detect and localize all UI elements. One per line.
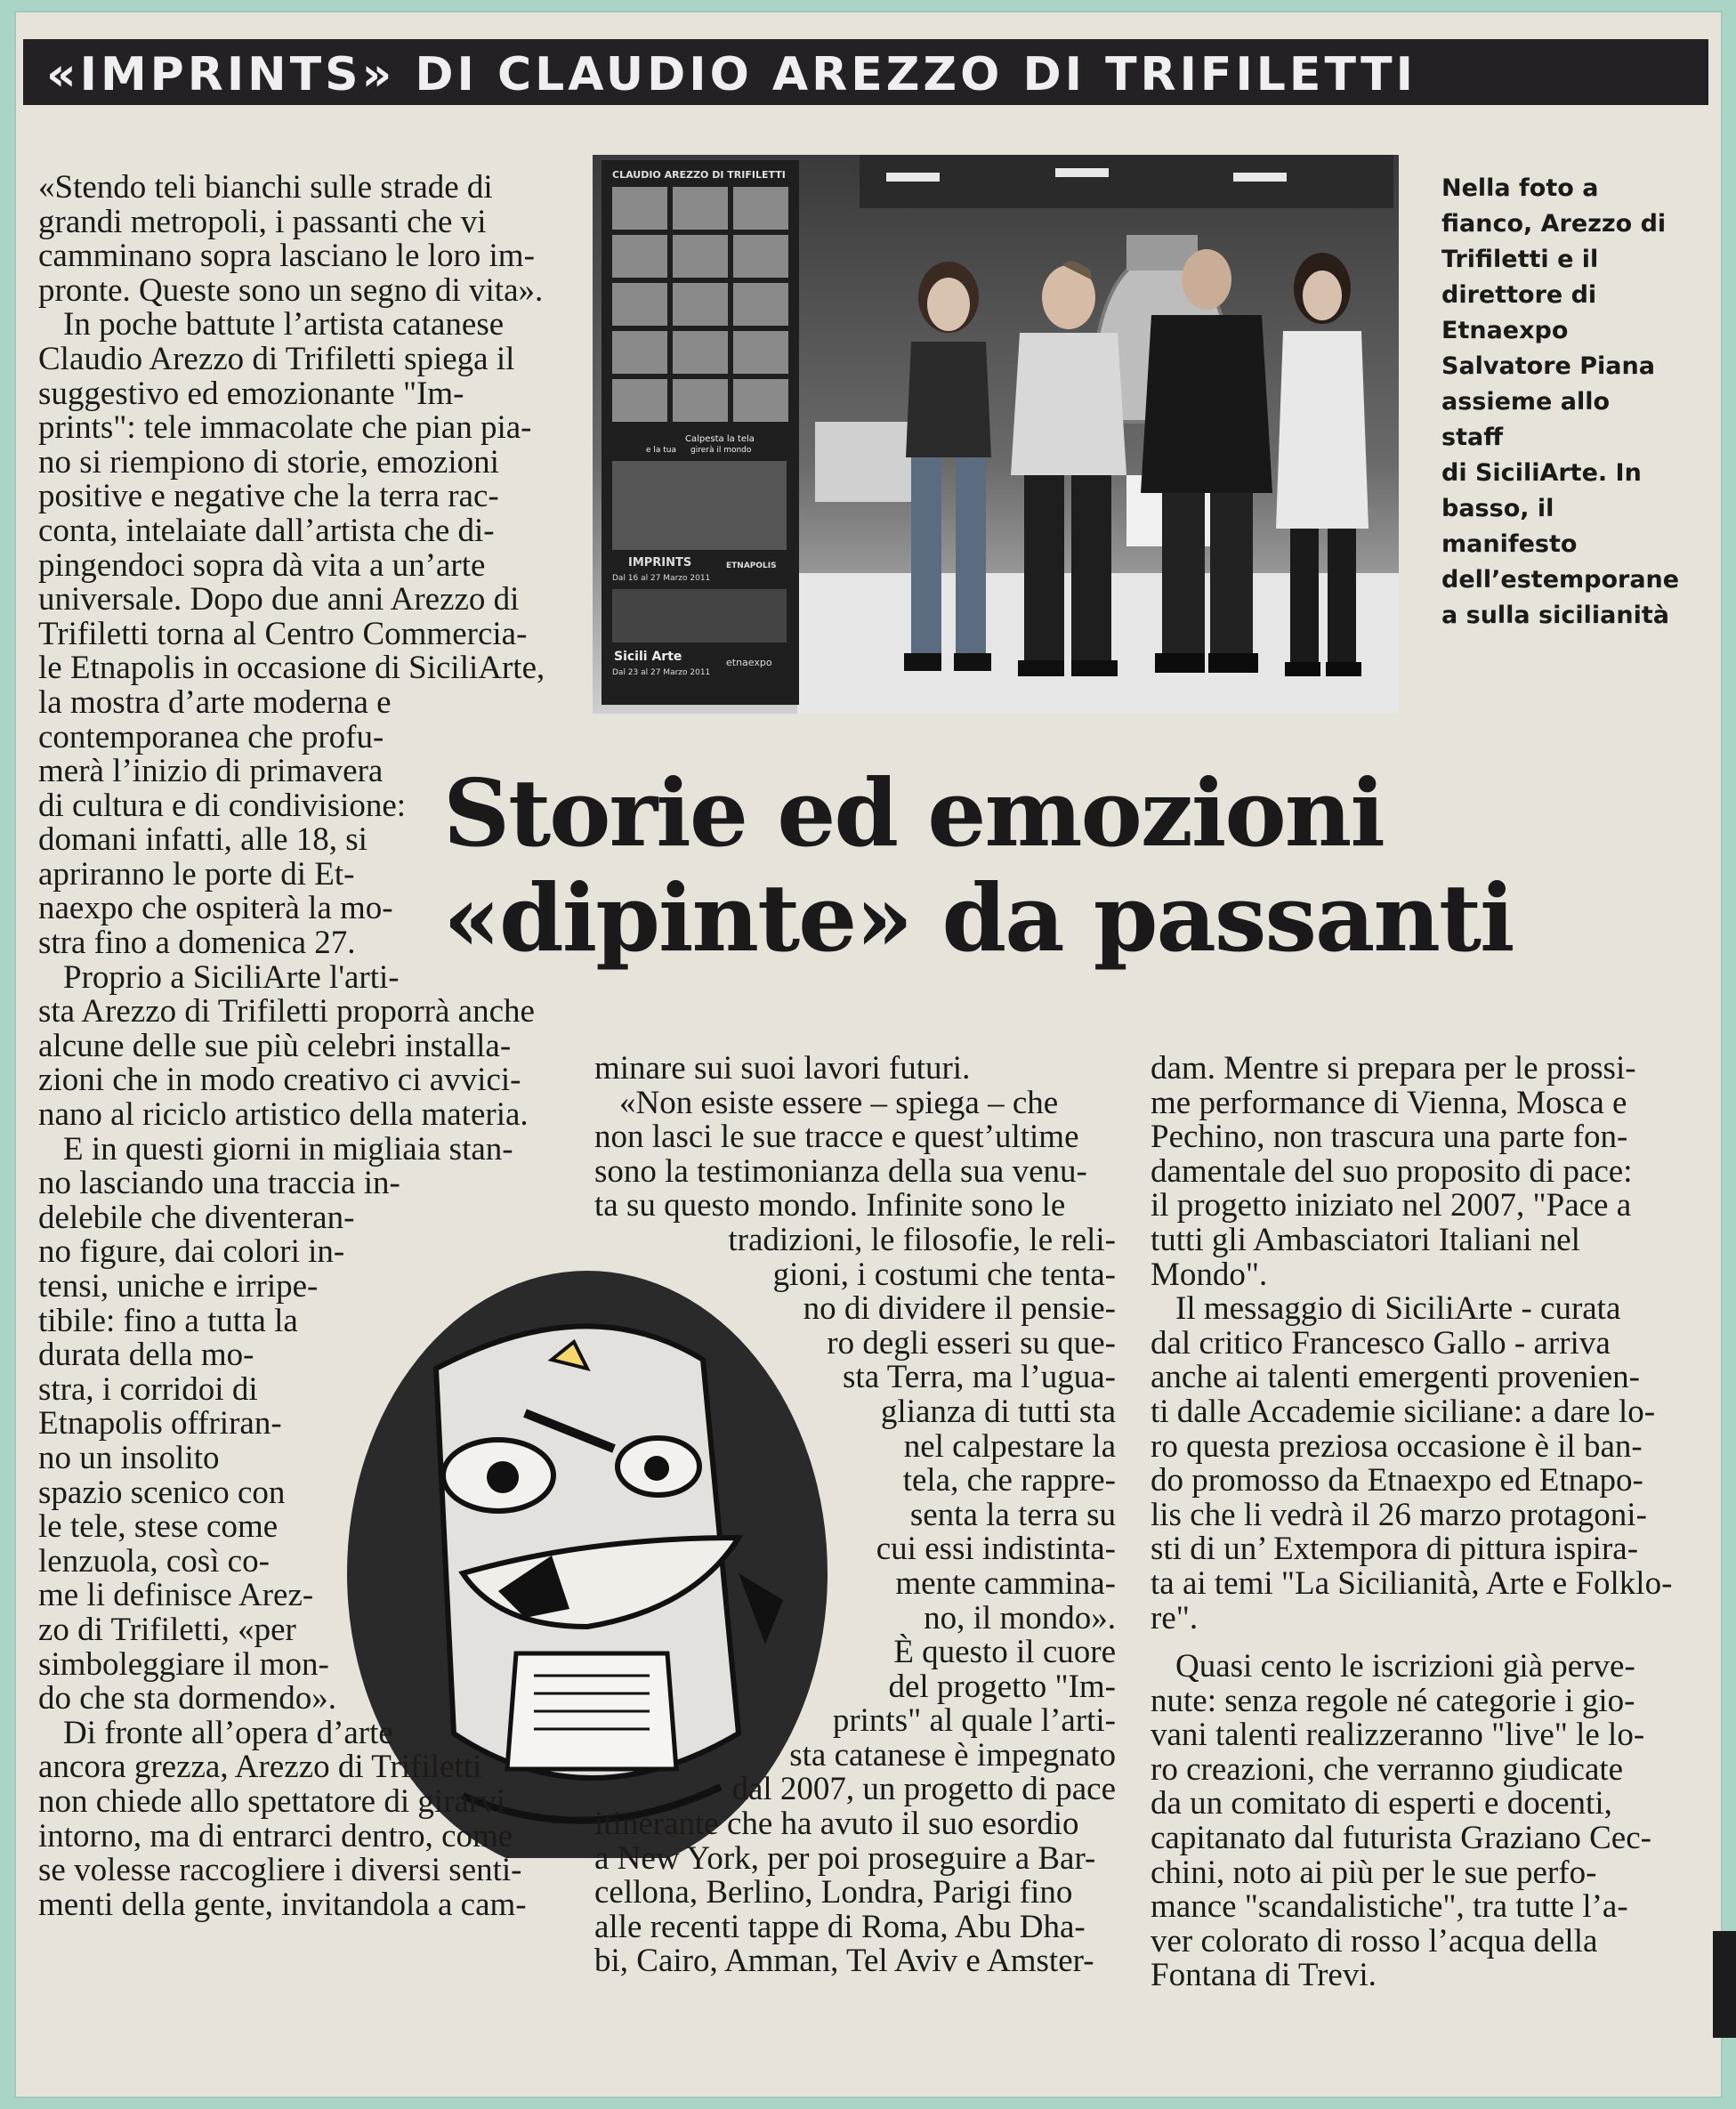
caption-line: di SiciliArte. In [1441,459,1642,487]
poster-imprints: IMPRINTS [628,556,692,570]
text-line: Etnapolis offriran- [38,1405,282,1442]
text-line: lenzuola, così co- [38,1542,270,1580]
text-line: pronte. Queste sono un segno di vita». [38,271,544,309]
text-line: lis che li vedrà il 26 marzo protagoni- [1151,1496,1647,1533]
text-line: anche ai talenti emergenti provenien- [1151,1359,1640,1396]
caption-line: manifesto [1441,530,1578,558]
text-line: tensi, uniche e irripe- [38,1268,319,1305]
text-line: E in questi giorni in migliaia stan- [63,1130,513,1168]
caption-line: direttore di [1441,281,1597,309]
text-line: sta Terra, ma l’ugua- [843,1359,1116,1396]
text-line: domani infatti, alle 18, si [38,821,367,859]
text-line: ver colorato di rosso l’acqua della [1151,1922,1598,1960]
headline-line-1: Storie ed emozioni [443,758,1384,868]
text-line: Pechino, non trascura una parte fon- [1151,1119,1628,1156]
poster-title: CLAUDIO AREZZO DI TRIFILETTI [612,169,786,181]
text-line: In poche battute l’artista catanese [63,306,505,343]
text-line: ti dalle Accademie siciliane: a dare lo- [1151,1393,1656,1430]
text-line: tutti gli Ambasciatori Italiani nel [1151,1221,1580,1258]
text-line: no si riempiono di storie, emozioni [38,443,499,481]
text-line: menti della gente, invitandola a cam- [38,1886,527,1923]
text-line: ro questa preziosa occasione è il ban- [1151,1427,1643,1465]
text-line: ancora grezza, Arezzo di Trifiletti [38,1749,482,1786]
text-line: chini, noto ai più per le sue perfo- [1151,1854,1597,1891]
headline-line-2: «dipinte» da passanti [443,863,1514,973]
text-line: positive e negative che la terra rac- [38,478,499,515]
text-line: contemporanea che profu- [38,718,384,756]
text-line: prints" al quale l’arti- [832,1702,1116,1740]
text-line: minare sui suoi lavori futuri. [594,1050,971,1087]
photo-illustration [593,155,1399,714]
text-line: ta ai temi "La Sicilianità, Arte e Folklo- [1151,1564,1673,1602]
caption-line: Etnaexpo [1441,317,1569,344]
text-line: no un insolito [38,1439,220,1476]
text-line: pingendoci sopra dà vita a un’arte [38,546,486,584]
text-line: stra, i corridoi di [38,1370,258,1408]
text-line: stra fino a domenica 27. [38,925,356,962]
text-line: damentale del suo proposito di pace: [1151,1152,1633,1190]
text-line: no di dividere il pensie- [803,1290,1116,1328]
text-line: ta su questo mondo. Infinite sono le [594,1187,1066,1224]
banner-title: «IMPRINTS» DI CLAUDIO AREZZO DI TRIFILETTI [46,48,1417,101]
text-line: grandi metropoli, i passanti che vi [38,203,487,240]
text-line: camminano sopra lasciano le loro im- [38,238,535,275]
text-line: do che sta dormendo». [38,1680,336,1717]
text-line: non lasci le sue tracce e quest’ultime [594,1119,1079,1156]
text-line: nute: senza regole né categorie i gio- [1151,1682,1635,1719]
text-line: alle recenti tappe di Roma, Abu Dha- [594,1908,1086,1945]
text-line: merà l’inizio di primavera [38,753,384,790]
caption-line: basso, il [1441,495,1554,522]
text-line: di cultura e di condivisione: [38,787,407,824]
text-line: tradizioni, le filosofie, le reli- [728,1221,1116,1258]
caption-line: dell’estemporane [1441,566,1680,594]
text-line: non chiede allo spettatore di girarvi [38,1782,506,1820]
text-line: Claudio Arezzo di Trifiletti spiega il [38,340,515,377]
poster-siciliarte: Sicili Arte [614,650,682,664]
text-line: mente cammina- [895,1564,1116,1602]
text-line: simboleggiare il mon- [38,1645,329,1683]
article-column-1 [38,171,545,1922]
text-line: Mondo". [1151,1256,1268,1293]
text-line: ro creazioni, che verranno giudicate [1151,1750,1624,1788]
text-line: no figure, dai colori in- [38,1233,345,1271]
caption-line: Nella foto a [1441,174,1599,202]
text-line: capitanato dal futurista Graziano Cec- [1151,1820,1651,1857]
caption-line: fianco, Arezzo di [1441,210,1667,238]
text-line: le Etnapolis in occasione di SiciliArte, [38,650,545,687]
text-line: me performance di Vienna, Mosca e [1151,1084,1627,1121]
text-line: zo di Trifiletti, «per [38,1611,296,1648]
text-line: durata della mo- [38,1337,254,1374]
text-line: zioni che in modo creativo ci avvici- [38,1062,521,1099]
text-line: tela, che rappre- [902,1462,1116,1499]
text-line: ro degli esseri su que- [827,1324,1116,1362]
text-line: senta la terra su [909,1496,1116,1533]
text-line: suggestivo ed emozionante "Im- [38,375,464,412]
caption-line: Salvatore Piana [1441,352,1655,380]
text-line: vani talenti realizzeranno "live" le lo- [1151,1717,1645,1754]
text-line: me li definisce Arez- [38,1577,314,1614]
text-line: no lasciando una traccia in- [38,1165,400,1202]
text-line: «Non esiste essere – spiega – che [619,1084,1059,1121]
text-line: nel calpestare la [903,1427,1116,1465]
article-headline [443,758,1707,973]
text-line: alcune delle sue più celebri installa- [38,1027,512,1064]
text-line: sta Arezzo di Trifiletti proporrà anche [38,993,535,1030]
text-line: do promosso da Etnaexpo ed Etnapo- [1151,1462,1643,1499]
text-line: del progetto "Im- [888,1668,1116,1705]
text-line: nano al riciclo artistico della materia. [38,1096,529,1134]
poster-dates-1: Dal 16 al 27 Marzo 2011 [612,574,711,583]
event-photo [593,155,1399,714]
text-line: intorno, ma di entrarci dentro, come [38,1817,513,1854]
caption-line: a sulla sicilianità [1441,602,1669,629]
text-line: cui essi indistinta- [876,1531,1116,1568]
text-line: Di fronte all’opera d’arte [63,1714,393,1751]
poster-slogan-3: girerà il mondo [690,446,752,455]
article-column-2 [594,1052,1116,1979]
text-line: sono la testimonianza della sua venu- [594,1152,1087,1190]
text-line: sta catanese è impegnato [789,1736,1116,1774]
text-line: sti di un’ Extempora di pittura ispira- [1151,1531,1639,1568]
text-line: apriranno le porte di Et- [38,855,355,893]
caption-line: assieme allo staff [1441,388,1611,451]
text-line: Quasi cento le iscrizioni già perve- [1175,1648,1635,1685]
text-line: dam. Mentre si prepara per le prossi- [1151,1050,1636,1087]
poster-slogan-2: e la tua [646,446,677,455]
adjacent-article-fragment [1713,1931,1736,2038]
text-line: glianza di tutti sta [880,1393,1116,1430]
text-line: cellona, Berlino, Londra, Parigi fino [594,1874,1073,1911]
poster-etnaexpo: etnaexpo [726,657,772,668]
text-line: delebile che diventeran- [38,1199,355,1236]
text-line: È questo il cuore [893,1634,1116,1671]
text-line: a New York, per poi proseguire a Bar- [594,1839,1096,1877]
text-line: se volesse raccogliere i diversi senti- [38,1852,522,1889]
poster-slogan-1: Calpesta la tela [685,434,755,444]
text-line: Trifiletti torna al Centro Commercia- [38,615,528,652]
text-line: itinerante che ha avuto il suo esordio [594,1806,1079,1843]
text-line: Il messaggio di SiciliArte - curata [1175,1290,1621,1328]
text-line: gioni, i costumi che tenta- [772,1256,1116,1293]
text-line: naexpo che ospiterà la mo- [38,890,393,927]
text-line: conta, intelaiate dall’artista che di- [38,512,495,549]
caption-line: Trifiletti e il [1441,246,1599,273]
photo-caption [1441,171,1680,634]
text-line: «Stendo teli bianchi sulle strade di [38,169,493,206]
text-line: Proprio a SiciliArte l'arti- [63,958,400,996]
text-line: prints": tele immacolate che pian pia- [38,409,532,447]
text-line: la mostra d’arte moderna e [38,683,392,721]
poster-etnapolis: ETNAPOLIS [726,562,777,570]
text-line: mance "scandalistiche", tra tutte l’a- [1151,1888,1628,1926]
text-line: re". [1151,1599,1199,1636]
text-line: dal 2007, un progetto di pace [731,1771,1116,1808]
poster-dates-2: Dal 23 al 27 Marzo 2011 [612,668,711,677]
text-line: spazio scenico con [38,1474,286,1511]
text-line: le tele, stese come [38,1508,279,1546]
text-line: no, il mondo». [924,1599,1116,1636]
text-line: il progetto iniziato nel 2007, "Pace a [1151,1187,1632,1224]
text-line: da un comitato di esperti e docenti, [1151,1785,1612,1822]
text-line: tibile: fino a tutta la [38,1302,298,1339]
text-line: universale. Dopo due anni Arezzo di [38,581,520,618]
text-line: bi, Cairo, Amman, Tel Aviv e Amster- [594,1943,1094,1980]
text-line: dal critico Francesco Gallo - arriva [1151,1324,1611,1362]
text-line: Fontana di Trevi. [1151,1957,1377,1994]
article-column-3 [1151,1052,1677,1993]
